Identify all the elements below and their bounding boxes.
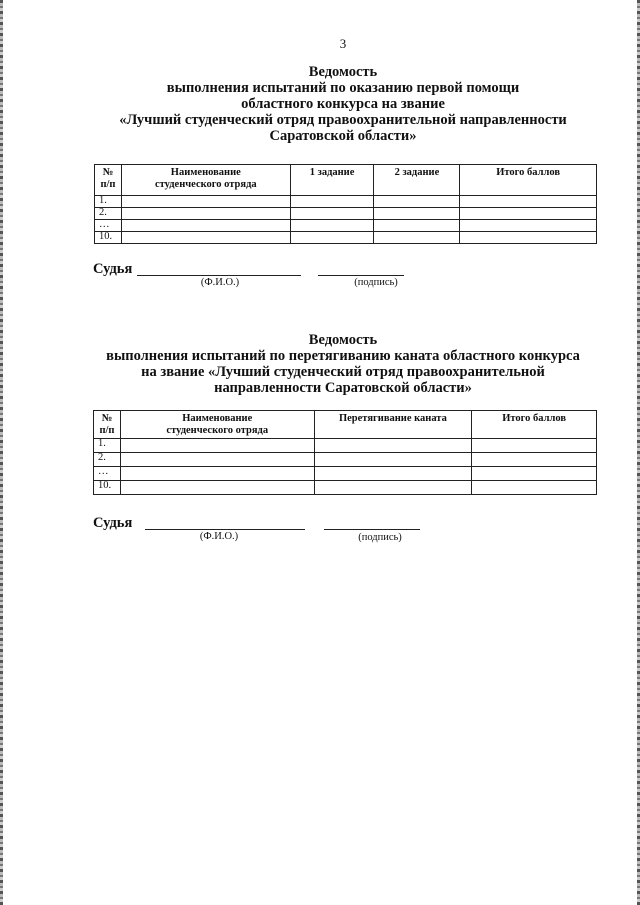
header-rope: Перетягивание каната [314,411,472,439]
header-task1: 1 задание [290,165,374,196]
section1-signature-caption: (подпись) [354,277,398,288]
cell-task1[interactable] [290,220,374,232]
header-name-line2: студенческого отряда [166,425,269,436]
section2-title-line: направленности Саратовской области» [214,380,472,396]
row-number: 10. [94,481,121,495]
section2-signature-caption: (подпись) [358,532,402,543]
header-name [120,411,314,439]
cell-name[interactable] [120,467,314,481]
section2-title-line: на звание «Лучший студенческий отряд правоохранительной [141,364,545,380]
cell-rope[interactable] [314,439,472,453]
header-name-line1: Наименование [182,413,253,424]
header-task2: 2 задание [374,165,460,196]
header-num-line1: № [102,167,114,178]
section1-signature-line[interactable] [318,275,404,276]
page-number: 3 [339,36,347,51]
section1-title-line: областного конкурса на звание [241,96,445,112]
cell-total[interactable] [472,453,597,467]
cell-name[interactable] [121,208,290,220]
table-row [95,196,597,208]
section1-fio-caption: (Ф.И.О.) [200,277,240,288]
row-number: … [95,220,122,232]
row-number: 10. [95,232,122,244]
row-number: … [94,467,121,481]
cell-total[interactable] [460,232,597,244]
cell-name[interactable] [120,481,314,495]
table-row [95,232,597,244]
header-num [94,411,121,439]
section1-fio-line[interactable] [137,275,301,276]
cell-name[interactable] [120,439,314,453]
cell-task2[interactable] [374,220,460,232]
cell-task2[interactable] [374,208,460,220]
cell-task1[interactable] [290,232,374,244]
section1-title-line: выполнения испытаний по оказанию первой помощи [166,80,520,96]
table-row [94,481,597,495]
header-total: Итого баллов [460,165,597,196]
header-name-line2: студенческого отряда [154,179,257,190]
section1-title-line: «Лучший студенческий отряд правоохранительной направленности [119,112,567,128]
cell-name[interactable] [121,220,290,232]
header-total: Итого баллов [472,411,597,439]
row-number: 1. [94,439,121,453]
header-num-line2: п/п [100,179,116,190]
header-num [95,165,122,196]
cell-total[interactable] [472,439,597,453]
section2-title [0,332,640,396]
section1-header-row [95,165,597,196]
section2-table [93,410,597,495]
section2-fio-line[interactable] [145,529,305,530]
section1-judge-label: Судья [93,261,133,277]
cell-task1[interactable] [290,208,374,220]
cell-name[interactable] [121,232,290,244]
section2-title-line: Ведомость [308,332,378,348]
section2-header-row [94,411,597,439]
section2-judge-label: Судья [93,515,133,531]
cell-name[interactable] [120,453,314,467]
header-num-line1: № [101,413,113,424]
section1-table [94,164,597,244]
section2-signature-line[interactable] [324,529,420,530]
header-name [121,165,290,196]
table-row [95,208,597,220]
cell-rope[interactable] [314,467,472,481]
section1-title-line: Ведомость [308,64,378,80]
cell-task2[interactable] [374,196,460,208]
section2-title-line: выполнения испытаний по перетягиванию каната областного конкурса [106,348,580,364]
cell-rope[interactable] [314,481,472,495]
table-row [95,220,597,232]
table-row [94,439,597,453]
section1-title-line: Саратовской области» [269,128,417,144]
cell-total[interactable] [472,467,597,481]
cell-total[interactable] [460,196,597,208]
header-num-line2: п/п [99,425,115,436]
cell-total[interactable] [472,481,597,495]
section1-title [0,64,640,144]
table-row [94,467,597,481]
cell-total[interactable] [460,208,597,220]
cell-rope[interactable] [314,453,472,467]
row-number: 2. [95,208,122,220]
table-row [94,453,597,467]
cell-task2[interactable] [374,232,460,244]
header-name-line1: Наименование [170,167,241,178]
cell-name[interactable] [121,196,290,208]
section2-fio-caption: (Ф.И.О.) [199,531,239,542]
cell-total[interactable] [460,220,597,232]
cell-task1[interactable] [290,196,374,208]
row-number: 2. [94,453,121,467]
row-number: 1. [95,196,122,208]
